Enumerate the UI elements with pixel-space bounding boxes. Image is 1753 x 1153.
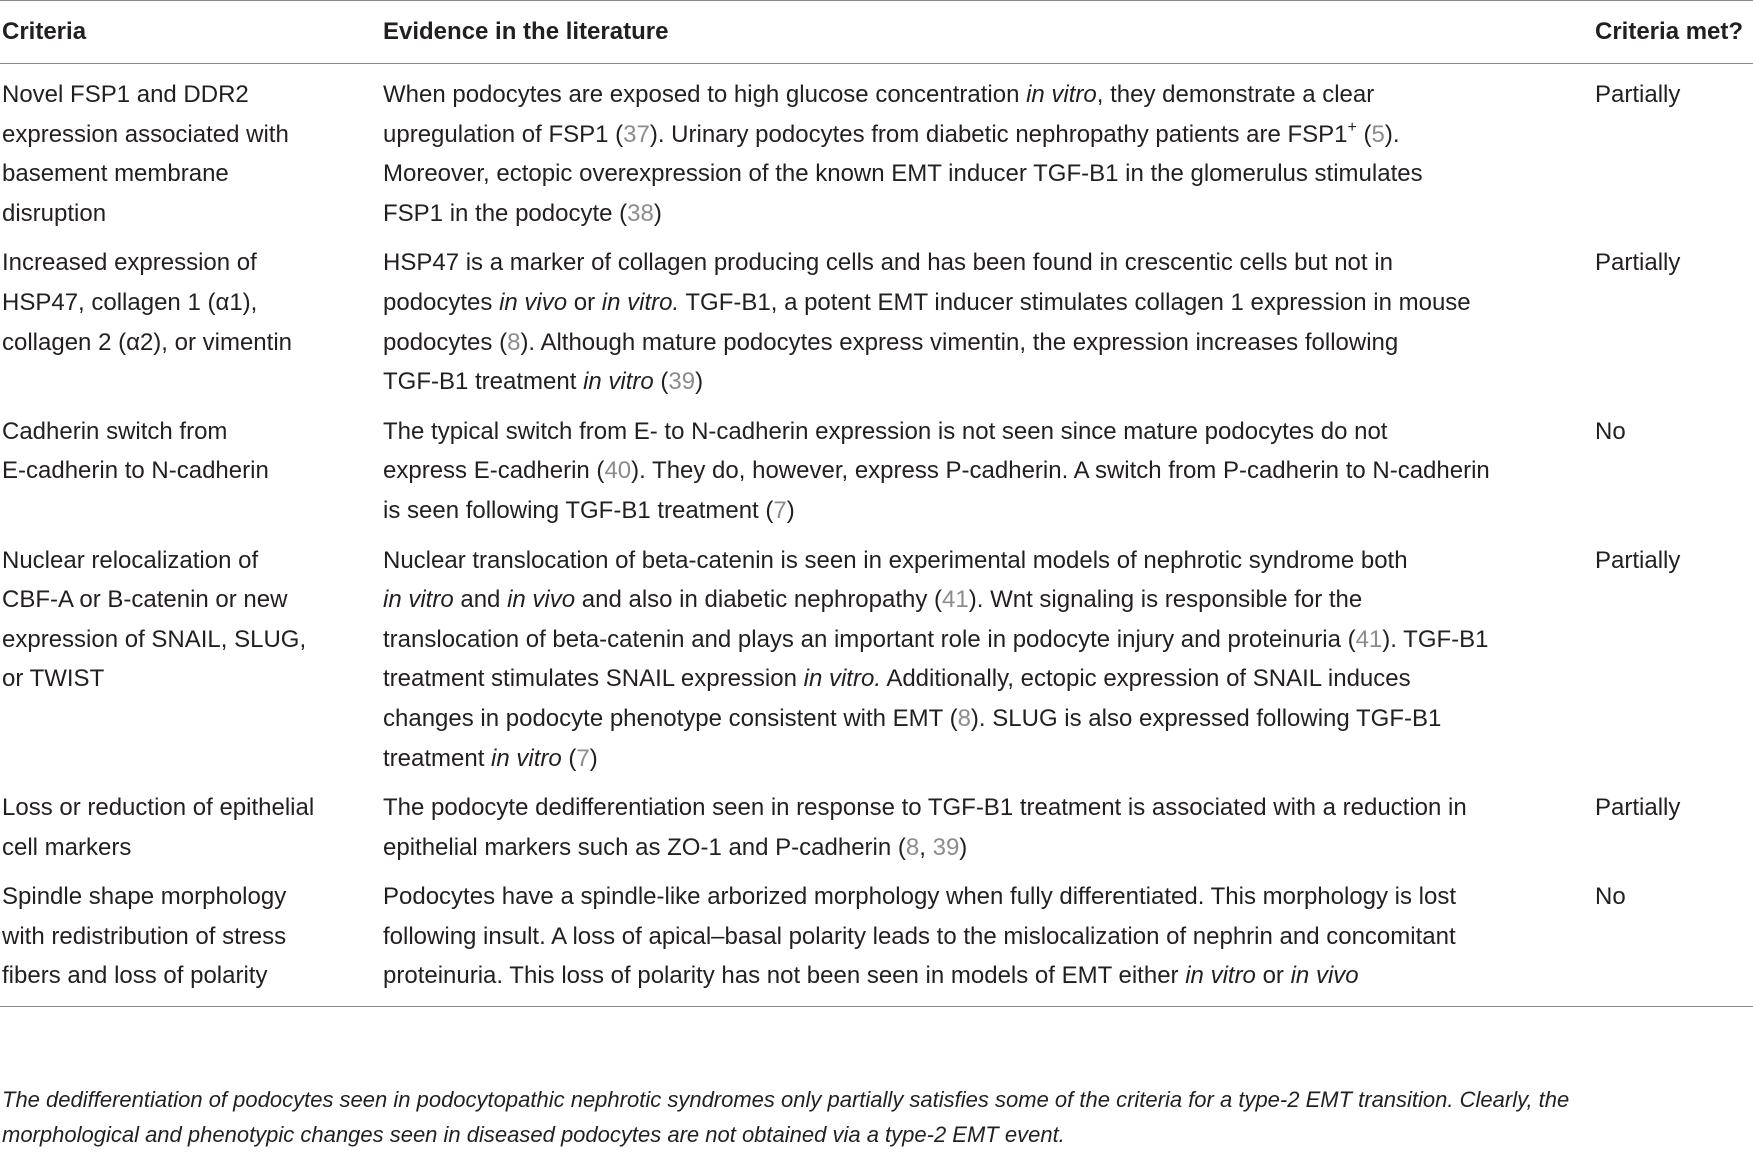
evidence-text: proteinuria. This loss of polarity has not been seen in models of EMT either (383, 962, 1186, 990)
header-criteria: Criteria (0, 1, 383, 64)
evidence-line (383, 194, 1581, 234)
criteria-line: Spindle shape morphology (2, 883, 287, 911)
table-row (0, 541, 1753, 789)
evidence-text: ). Urinary podocytes from diabetic nephropathy patients are FSP1 (649, 120, 1348, 148)
evidence-text: is seen following TGF-B1 treatment ( (383, 496, 774, 524)
evidence-text: ). Wnt signaling is responsible for the (968, 586, 1363, 614)
evidence-text: epithelial markers such as ZO-1 and P-cadherin ( (383, 833, 906, 861)
evidence-text: When podocytes are exposed to high glucose concentration (383, 81, 1027, 108)
criteria-line: Nuclear relocalization of (2, 546, 259, 574)
evidence-text: changes in podocyte phenotype consistent with EMT ( (383, 704, 958, 732)
evidence-text: ) (959, 833, 968, 861)
criteria-line: Loss or reduction of epithelial (2, 794, 315, 822)
table-footnote (2, 1082, 1753, 1152)
evidence-text: ). (1384, 120, 1400, 148)
evidence-text: ( (561, 744, 577, 772)
evidence-text: podocytes (383, 288, 500, 316)
table-row (0, 243, 1753, 411)
italic-text: in vitro. (601, 288, 680, 316)
evidence-line (383, 620, 1581, 660)
italic-text: in vitro (1026, 81, 1097, 108)
evidence-cell (383, 788, 1595, 877)
table-body (0, 64, 1753, 1007)
table-row (0, 877, 1753, 1006)
reference-link[interactable]: 40 (604, 457, 632, 485)
reference-link[interactable]: 41 (942, 586, 969, 614)
evidence-line (383, 323, 1581, 363)
evidence-text: ). They do, however, express P-cadherin. A switch from P-cadherin to N-cadherin (631, 457, 1490, 485)
evidence-text: HSP47 is a marker of collagen producing cells and has been found in crescentic cells but not in (383, 249, 1393, 277)
evidence-text: ) (786, 496, 795, 524)
criteria-line: E-cadherin to N-cadherin (2, 457, 269, 485)
evidence-text: ) (695, 368, 704, 396)
criteria-cell (0, 64, 383, 244)
criteria-line: HSP47, collagen 1 (α1), (2, 288, 258, 316)
evidence-line (383, 788, 1581, 828)
evidence-text: FSP1 in the podocyte ( (383, 199, 628, 227)
evidence-text: The podocyte dedifferentiation seen in response to TGF-B1 treatment is associated with a reduction in (383, 794, 1467, 822)
reference-link[interactable]: 7 (576, 744, 590, 772)
reference-link[interactable]: 39 (932, 833, 960, 861)
evidence-line (383, 877, 1581, 917)
table-row (0, 412, 1753, 541)
reference-link[interactable]: 8 (905, 833, 920, 861)
criteria-cell (0, 541, 383, 789)
reference-link[interactable]: 39 (668, 368, 696, 396)
footnote-line: The dedifferentiation of podocytes seen in podocytopathic nephrotic syndromes only partially satisfies some of the criteria for a type-2 EMT transition. Clearly, the (2, 1087, 1570, 1112)
evidence-line (383, 956, 1581, 996)
table-row (0, 788, 1753, 877)
criteria-met-cell: No (1595, 877, 1753, 1006)
evidence-text: ( (653, 368, 669, 396)
reference-link[interactable]: 37 (623, 120, 650, 148)
criteria-cell (0, 788, 383, 877)
italic-text: in vitro (383, 586, 454, 614)
evidence-cell (383, 64, 1595, 244)
evidence-text: upregulation of FSP1 ( (383, 120, 624, 148)
evidence-line (383, 412, 1581, 452)
evidence-line (383, 491, 1581, 531)
criteria-line: basement membrane (2, 160, 229, 188)
evidence-text: following insult. A loss of apical–basal polarity leads to the mislocalization of nephrin and concomitant (383, 922, 1456, 950)
evidence-text: ( (1356, 120, 1372, 148)
evidence-text: ) (589, 744, 598, 772)
criteria-line: cell markers (2, 833, 132, 861)
header-row (0, 1, 1753, 64)
evidence-line (383, 659, 1581, 699)
italic-text: in vitro (491, 744, 562, 772)
evidence-text: treatment (383, 744, 492, 772)
italic-text: in vitro (1185, 962, 1256, 990)
criteria-cell (0, 243, 383, 411)
criteria-met-cell: No (1595, 417, 1626, 445)
evidence-text: TGF-B1 treatment (383, 368, 584, 396)
footnote-line: morphological and phenotypic changes seen in diseased podocytes are not obtained via a type-2 EMT event. (2, 1122, 1065, 1147)
criteria-line: fibers and loss of polarity (2, 962, 268, 990)
evidence-text: and also in diabetic nephropathy ( (575, 586, 943, 614)
evidence-cell (383, 877, 1595, 1006)
evidence-text: ). SLUG is also expressed following TGF-B1 (970, 704, 1442, 732)
evidence-text: TGF-B1, a potent EMT inducer stimulates collagen 1 expression in mouse (679, 288, 1471, 316)
header-criteria-met: Criteria met? (1595, 1, 1753, 64)
evidence-text: , they demonstrate a clear (1096, 81, 1375, 108)
evidence-text: translocation of beta-catenin and plays an important role in podocyte injury and proteinuria ( (383, 625, 1356, 653)
criteria-cell (0, 877, 383, 1006)
evidence-line (383, 917, 1581, 957)
evidence-line (383, 362, 1581, 402)
reference-link[interactable]: 7 (773, 496, 787, 524)
evidence-text: ). TGF-B1 (1382, 625, 1489, 653)
table-header (0, 1, 1753, 64)
reference-link[interactable]: 38 (627, 199, 654, 227)
evidence-cell (383, 541, 1595, 789)
criteria-met-cell: Partially (1595, 81, 1681, 108)
evidence-cell (383, 412, 1595, 541)
italic-text: in vitro. (803, 665, 881, 693)
header-evidence: Evidence in the literature (383, 1, 1595, 64)
table-row (0, 64, 1753, 244)
reference-link[interactable]: 8 (957, 704, 971, 732)
italic-text: in vivo (507, 586, 576, 614)
reference-link[interactable]: 5 (1371, 120, 1385, 148)
criteria-line: or TWIST (2, 665, 105, 693)
criteria-met-cell: Partially (1595, 794, 1681, 822)
evidence-text: , (919, 833, 933, 861)
evidence-line (383, 243, 1581, 283)
criteria-met-cell: Partially (1595, 546, 1681, 574)
criteria-line: collagen 2 (α2), or vimentin (2, 328, 293, 356)
evidence-line (383, 541, 1581, 581)
evidence-text: Moreover, ectopic overexpression of the known EMT inducer TGF-B1 in the glomerulus stimulates (383, 160, 1423, 188)
evidence-text: ). Although mature podocytes express vimentin, the expression increases following (520, 328, 1399, 356)
criteria-line: Increased expression of (2, 249, 257, 277)
evidence-text: and (453, 586, 508, 614)
evidence-line (383, 283, 1581, 323)
reference-link[interactable]: 41 (1355, 625, 1383, 653)
criteria-line: disruption (2, 199, 107, 227)
evidence-text: Additionally, ectopic expression of SNAIL induces (880, 665, 1411, 693)
criteria-cell (0, 412, 383, 541)
evidence-text: podocytes ( (383, 328, 508, 356)
reference-link[interactable]: 8 (507, 328, 521, 356)
criteria-line: Cadherin switch from (2, 417, 228, 445)
evidence-text: treatment stimulates SNAIL expression (383, 665, 804, 693)
evidence-line (383, 75, 1581, 115)
evidence-line (383, 828, 1581, 868)
criteria-line: Novel FSP1 and DDR2 (2, 81, 249, 108)
evidence-line (383, 739, 1581, 779)
evidence-line (383, 451, 1581, 491)
criteria-line: CBF-A or B-catenin or new (2, 586, 288, 614)
italic-text: in vitro (583, 368, 654, 396)
evidence-text: or (567, 288, 602, 316)
italic-text: in vivo (1290, 962, 1359, 990)
evidence-text: express E-cadherin ( (383, 457, 605, 485)
evidence-text: or (1255, 962, 1291, 990)
evidence-line (383, 154, 1581, 194)
evidence-line (383, 115, 1581, 155)
italic-text: in vivo (499, 288, 568, 316)
evidence-text: Podocytes have a spindle-like arborized morphology when fully differentiated. This morphology is lost (383, 883, 1457, 911)
evidence-text: The typical switch from E- to N-cadherin expression is not seen since mature podocytes do not (383, 417, 1388, 445)
criteria-line: expression of SNAIL, SLUG, (2, 625, 307, 653)
evidence-text: ) (653, 199, 662, 227)
evidence-text: Nuclear translocation of beta-catenin is seen in experimental models of nephrotic syndrome both (383, 546, 1408, 574)
criteria-met-cell: Partially (1595, 249, 1681, 277)
evidence-line (383, 699, 1581, 739)
evidence-cell (383, 243, 1595, 411)
criteria-line: with redistribution of stress (2, 922, 287, 950)
criteria-line: expression associated with (2, 120, 289, 148)
evidence-line (383, 580, 1581, 620)
superscript: + (1347, 118, 1357, 136)
